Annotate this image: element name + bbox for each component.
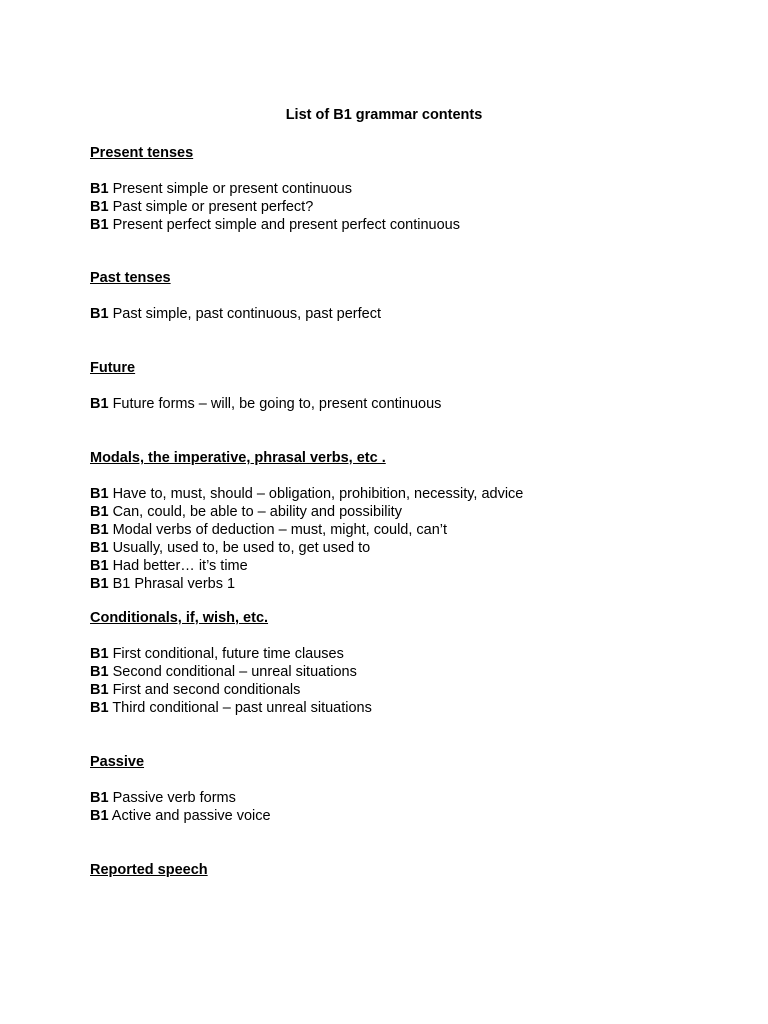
list-item [90, 645, 372, 663]
section-heading: Conditionals, if, wish, etc. [90, 610, 269, 626]
item-text: Third conditional – past unreal situations [112, 700, 372, 716]
list-item [90, 699, 372, 717]
list-item [90, 807, 271, 825]
level-label: B1 [90, 504, 109, 520]
level-label: B1 [90, 486, 109, 502]
level-label: B1 [90, 181, 109, 197]
list-item [90, 681, 372, 699]
list-item [90, 557, 523, 575]
item-text: Usually, used to, be used to, get used to [112, 540, 371, 556]
item-text: Present simple or present continuous [112, 181, 352, 197]
level-label: B1 [90, 306, 109, 322]
item-text: Can, could, be able to – ability and possibility [112, 504, 402, 520]
item-text: Past simple, past continuous, past perfect [112, 306, 381, 322]
section-heading: Passive [90, 754, 145, 770]
level-label: B1 [90, 664, 109, 680]
level-label: B1 [90, 217, 109, 233]
item-text: Modal verbs of deduction – must, might, could, can’t [112, 522, 448, 538]
list-item [90, 539, 523, 557]
list-item [90, 216, 460, 234]
list-item [90, 198, 460, 216]
item-text: Second conditional – unreal situations [112, 664, 357, 680]
section-modals [90, 449, 523, 593]
list-item [90, 485, 523, 503]
level-label: B1 [90, 522, 109, 538]
section-reported-speech [90, 861, 208, 897]
document-title: List of B1 grammar contents [285, 107, 483, 123]
item-list [90, 180, 460, 234]
section-heading: Modals, the imperative, phrasal verbs, etc . [90, 450, 386, 466]
item-text: First conditional, future time clauses [112, 646, 344, 662]
list-item [90, 180, 460, 198]
item-text: Passive verb forms [112, 790, 236, 806]
section-heading: Present tenses [90, 145, 194, 161]
level-label: B1 [90, 808, 109, 824]
item-list [90, 395, 441, 413]
section-future [90, 359, 441, 413]
level-label: B1 [90, 540, 109, 556]
item-list [90, 645, 372, 717]
level-label: B1 [90, 558, 109, 574]
section-passive [90, 753, 271, 825]
section-past-tenses [90, 269, 381, 323]
level-label: B1 [90, 646, 109, 662]
list-item [90, 789, 271, 807]
section-heading: Past tenses [90, 270, 171, 286]
section-heading: Future [90, 360, 136, 376]
level-label: B1 [90, 700, 109, 716]
item-text: Had better… it’s time [112, 558, 248, 574]
level-label: B1 [90, 790, 109, 806]
item-list [90, 485, 523, 593]
section-heading: Reported speech [90, 862, 208, 878]
item-list [90, 789, 271, 825]
item-text: B1 Phrasal verbs 1 [112, 576, 236, 592]
level-label: B1 [90, 396, 109, 412]
list-item [90, 305, 381, 323]
item-text: First and second conditionals [112, 682, 301, 698]
level-label: B1 [90, 576, 109, 592]
level-label: B1 [90, 682, 109, 698]
item-text: Future forms – will, be going to, present continuous [112, 396, 442, 412]
list-item [90, 503, 523, 521]
list-item [90, 395, 441, 413]
list-item [90, 575, 523, 593]
level-label: B1 [90, 199, 109, 215]
item-text: Have to, must, should – obligation, prohibition, necessity, advice [112, 486, 524, 502]
section-present-tenses [90, 144, 460, 234]
section-conditionals [90, 609, 372, 717]
item-text: Active and passive voice [111, 808, 271, 824]
item-text: Present perfect simple and present perfect continuous [112, 217, 460, 233]
list-item [90, 663, 372, 681]
item-text: Past simple or present perfect? [112, 199, 314, 215]
item-list [90, 305, 381, 323]
list-item [90, 521, 523, 539]
